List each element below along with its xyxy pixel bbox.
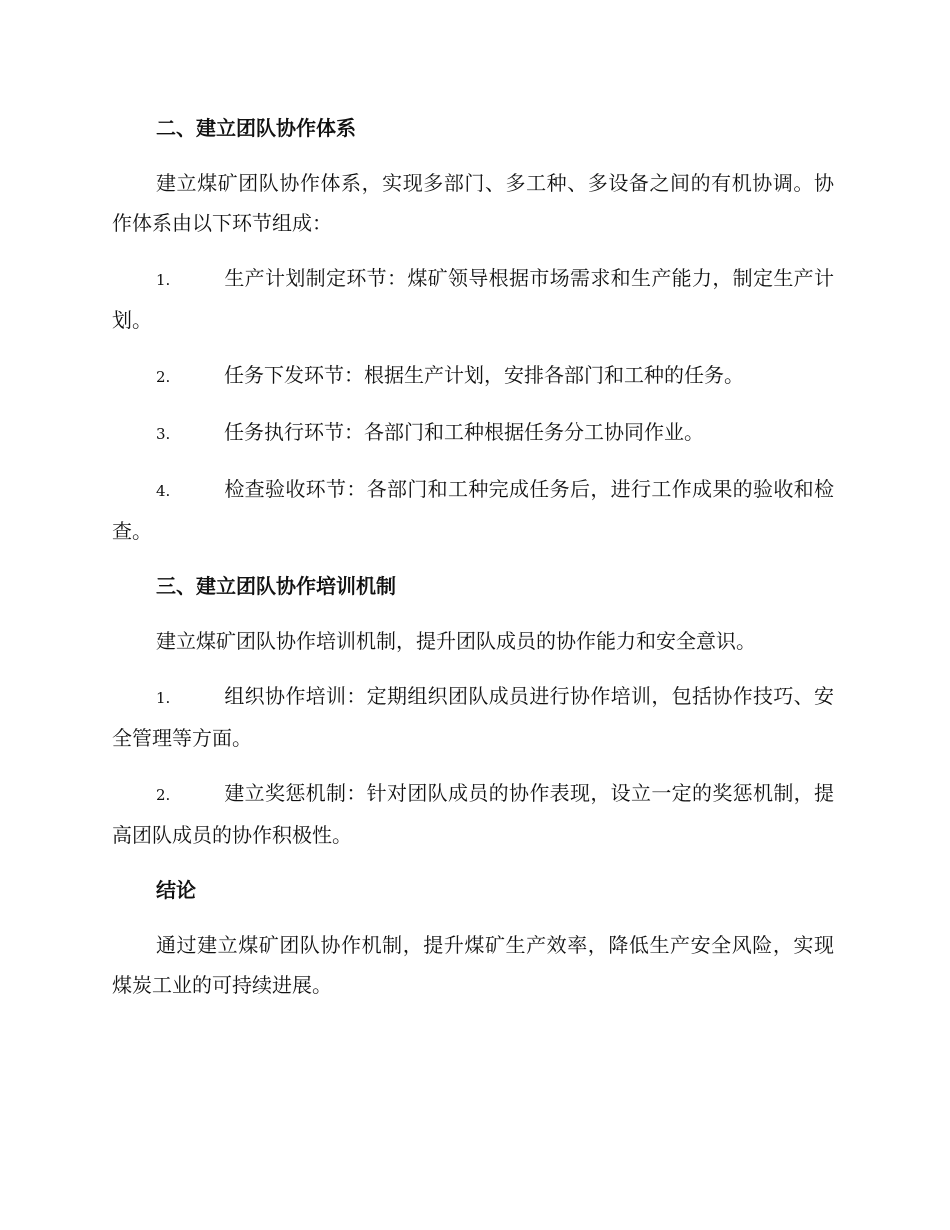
list-item-number: 2. <box>156 368 171 386</box>
list-item <box>112 469 834 551</box>
list-item-number: 3. <box>156 425 171 443</box>
list-item-text: 任务执行环节：各部门和工种根据任务分工协同作业。 <box>224 420 704 444</box>
list-item <box>112 773 834 855</box>
list-item <box>112 355 834 397</box>
list-item-text: 检查验收环节：各部门和工种完成任务后，进行工作成果的验收和检查。 <box>112 477 834 543</box>
list-item <box>112 258 834 340</box>
section-heading-training-mechanism: 三、建立团队协作培训机制 <box>156 574 396 598</box>
conclusion-paragraph: 通过建立煤矿团队协作机制，提升煤矿生产效率，降低生产安全风险，实现煤炭工业的可持续进展。 <box>112 933 834 997</box>
list-item <box>112 412 834 454</box>
list-item-text: 任务下发环节：根据生产计划，安排各部门和工种的任务。 <box>224 363 744 387</box>
section-heading-team-collaboration-system: 二、建立团队协作体系 <box>156 116 356 140</box>
list-item-number: 1. <box>156 689 171 707</box>
list-item <box>112 676 834 758</box>
section-intro-paragraph: 建立煤矿团队协作培训机制，提升团队成员的协作能力和安全意识。 <box>156 629 756 653</box>
list-item-number: 1. <box>156 271 171 289</box>
section-intro-paragraph: 建立煤矿团队协作体系，实现多部门、多工种、多设备之间的有机协调。协作体系由以下环节组成： <box>112 171 834 235</box>
section-heading-conclusion: 结论 <box>156 878 196 902</box>
list-item-text: 生产计划制定环节：煤矿领导根据市场需求和生产能力，制定生产计划。 <box>112 266 834 332</box>
list-item-text: 建立奖惩机制：针对团队成员的协作表现，设立一定的奖惩机制，提高团队成员的协作积极性。 <box>112 781 834 847</box>
list-item-number: 2. <box>156 786 171 804</box>
document-body <box>112 108 834 1020</box>
list-item-number: 4. <box>156 482 171 500</box>
list-item-text: 组织协作培训：定期组织团队成员进行协作培训，包括协作技巧、安全管理等方面。 <box>112 684 834 750</box>
